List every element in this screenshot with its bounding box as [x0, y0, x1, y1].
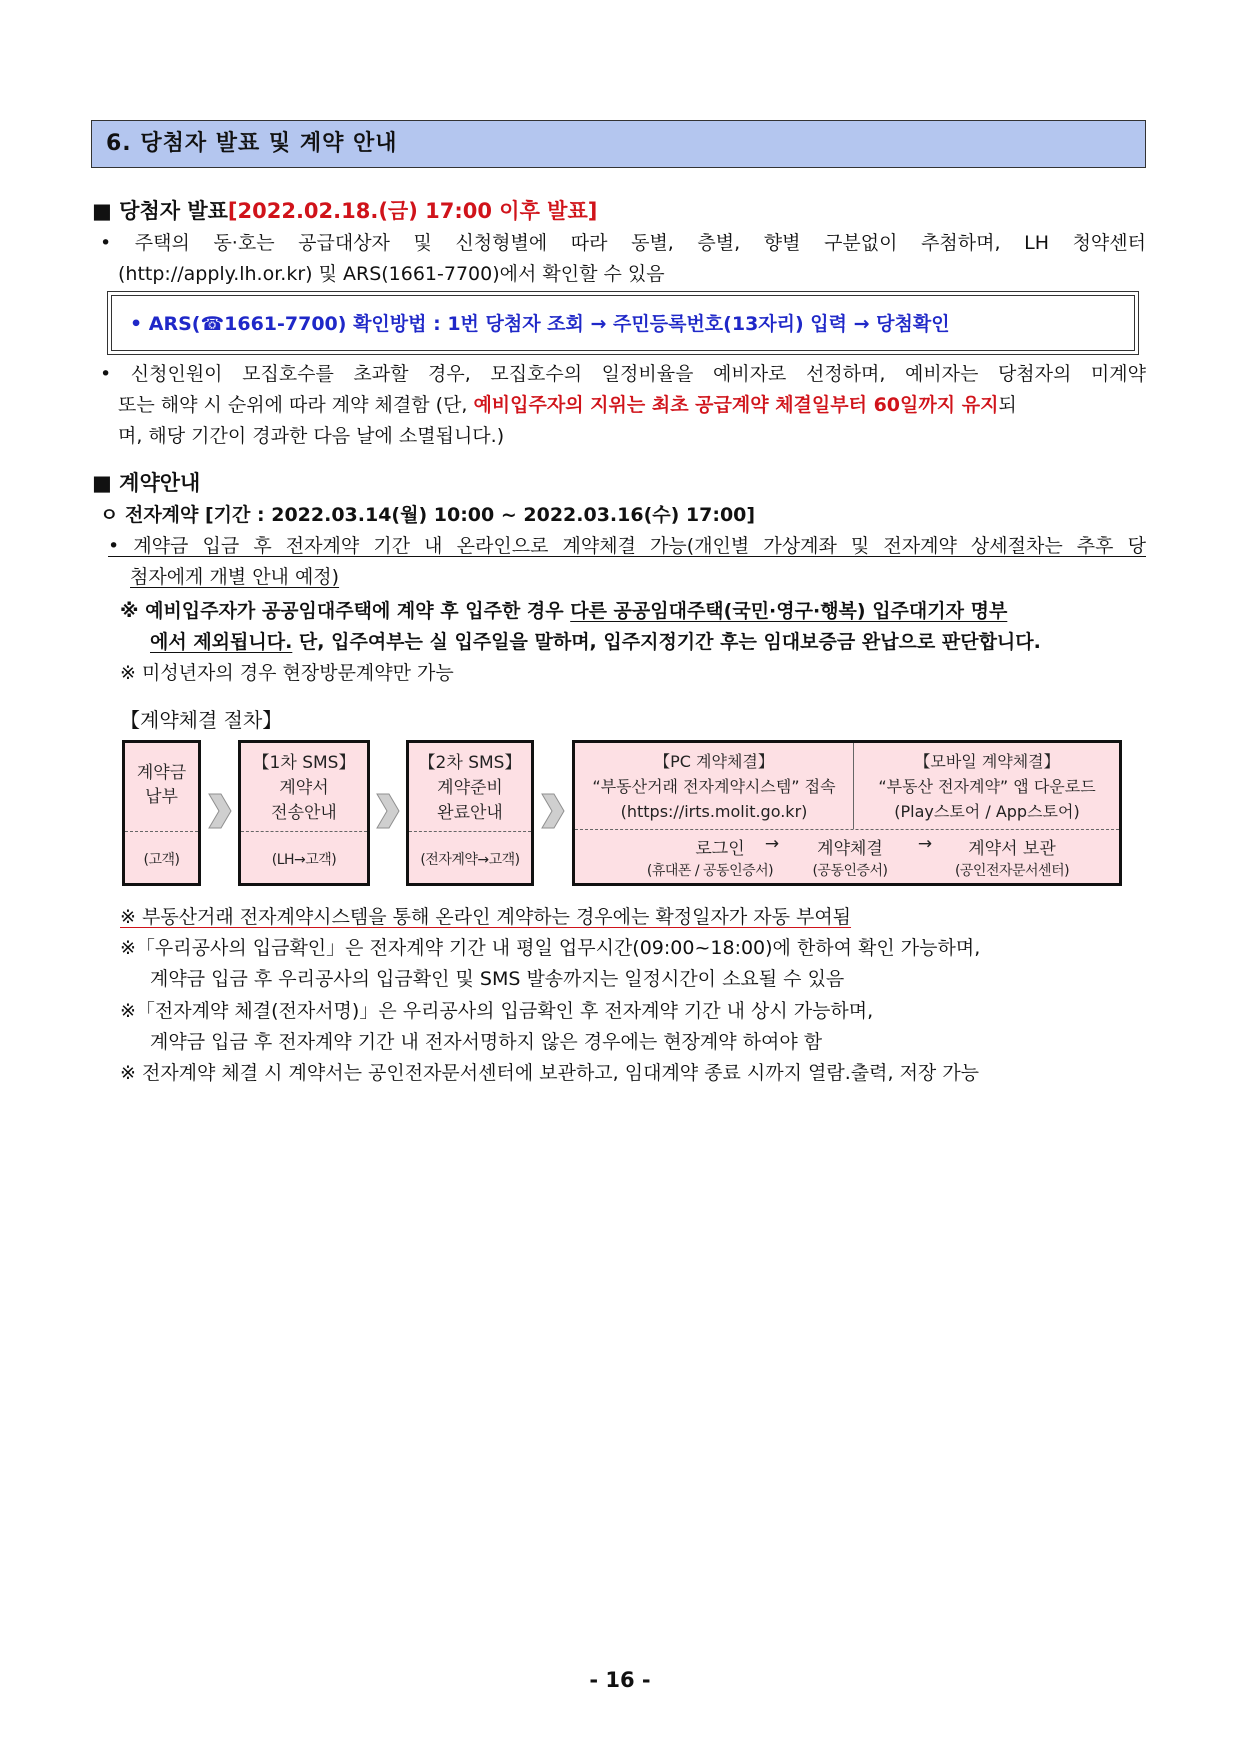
- note-auto-date-text: ※ 부동산거래 전자계약시스템을 통해 온라인 계약하는 경우에는 확정일자가 자동 부여됨: [120, 906, 852, 928]
- announce-heading: ■ 당첨자 발표: [92, 199, 228, 223]
- step-login-sub: (휴대폰 / 공동인증서): [646, 863, 774, 879]
- divider: [125, 831, 198, 832]
- bullet2-text-c: 되: [998, 394, 1017, 416]
- pc-line1: “부동산거래 전자계약시스템” 접속: [592, 777, 836, 796]
- deposit-line1: 계약금: [136, 763, 187, 783]
- flow-arrow-icon: [207, 788, 233, 834]
- divider: [575, 829, 1119, 830]
- note1-text-d: 단, 입주여부는 실 입주일을 말하며, 입주지정기간 후는 임대보증금 완납으로 판단합니다.: [292, 631, 1041, 653]
- second-sms-line2: 완료안내: [437, 803, 503, 823]
- note-document-storage: ※ 전자계약 체결 시 계약서는 공인전자문서센터에 보관하고, 임대계약 종료 시까지 열람.출력, 저장 가능: [120, 1062, 980, 1084]
- divider: [241, 831, 367, 832]
- step-arrow-1: →: [764, 834, 780, 854]
- announce-heading-line: [92, 198, 597, 224]
- contract-heading: ■ 계약안내: [92, 471, 201, 495]
- note-e-sign-line2: 계약금 입금 후 전자계약 기간 내 전자서명하지 않은 경우에는 현장계약 하여야 함: [150, 1031, 823, 1053]
- contract-bullet1-line1: • 계약금 입금 후 전자계약 기간 내 온라인으로 계약체결 가능(개인별 가상계좌 및 전자계약 상세절차는 추후 당: [108, 535, 1146, 557]
- page-number: - 16 -: [589, 1668, 651, 1692]
- announce-bullet1-line1: • 주택의 동·호는 공급대상자 및 신청형별에 따라 동별, 층별, 향별 구분없이 추첨하며, LH 청약센터: [100, 232, 1146, 254]
- divider: [409, 831, 531, 832]
- mobile-line1: “부동산 전자계약” 앱 다운로드: [878, 777, 1096, 796]
- announce-date: [2022.02.18.(금) 17:00 이후 발표]: [227, 199, 598, 223]
- announce-bullet2-line2: [118, 392, 1017, 418]
- note1-text-b: 다른 공공임대주택(국민·영구·행복) 입주대기자 명부: [570, 600, 1008, 622]
- flow-step-deposit: [122, 740, 201, 886]
- flow-title: 【계약체결 절차】: [120, 708, 283, 732]
- contract-note1-line2: [150, 629, 1041, 655]
- step-store-sub: (공인전자문서센터): [954, 863, 1070, 879]
- step-sign: 계약체결: [817, 839, 883, 859]
- step-arrow-2: →: [917, 834, 933, 854]
- ars-info-box: [111, 295, 1135, 351]
- ars-instructions: • ARS(☎1661-7700) 확인방법 : 1번 당첨자 조회 → 주민등록번호(13자리) 입력 → 당첨확인: [130, 313, 950, 335]
- flow-arrow-icon: [540, 788, 566, 834]
- mobile-signing: [855, 749, 1119, 824]
- step-sign-sub: (공동인증서): [812, 863, 888, 879]
- first-sms-line2: 전송안내: [271, 803, 337, 823]
- pc-signing: [575, 749, 853, 824]
- note1-text-c: 에서 제외됩니다.: [150, 631, 293, 653]
- step-login: 로그인: [695, 839, 745, 859]
- flow-step-contract-signing: [572, 740, 1122, 886]
- note-e-sign-line1: ※「전자계약 체결(전자서명)」은 우리공사의 입금확인 후 전자계약 기간 내 상시 가능하며,: [120, 1000, 874, 1022]
- second-sms-actor: (전자계약→고객): [420, 852, 520, 868]
- first-sms-actor: (LH→고객): [271, 852, 337, 868]
- announce-bullet2-line3: 며, 해당 기간이 경과한 다음 날에 소멸됩니다.): [118, 425, 505, 447]
- section-title: 6. 당첨자 발표 및 계약 안내: [91, 120, 1146, 168]
- deposit-actor: (고객): [143, 852, 180, 868]
- pc-url: (https://irts.molit.go.kr): [620, 802, 808, 821]
- flow-arrow-icon: [375, 788, 401, 834]
- vertical-divider: [853, 743, 854, 829]
- note-deposit-check-line2: 계약금 입금 후 우리공사의 입금확인 및 SMS 발송까지는 일정시간이 소요될 수 있음: [150, 968, 845, 990]
- mobile-line2: (Play스토어 / App스토어): [894, 802, 1080, 821]
- waitlist-validity-note: 예비입주자의 지위는 최초 공급계약 체결일부터 60일까지 유지: [473, 394, 999, 416]
- contract-period: ㅇ 전자계약 [기간 : 2022.03.14(월) 10:00 ~ 2022.03.16(수) 17:00]: [100, 504, 756, 526]
- first-sms-head: 【1차 SMS】: [252, 753, 356, 773]
- announce-bullet2-line1: • 신청인원이 모집호수를 초과할 경우, 모집호수의 일정비율을 예비자로 선정하며, 예비자는 당첨자의 미계약: [100, 363, 1146, 385]
- note-deposit-check-line1: ※「우리공사의 입금확인」은 전자계약 기간 내 평일 업무시간(09:00~18:00)에 한하여 확인 가능하며,: [120, 937, 981, 959]
- contract-note1-line1: [120, 598, 1007, 624]
- second-sms-line1: 계약준비: [437, 778, 503, 798]
- bullet2-text-a: 또는 해약 시 순위에 따라 계약 체결함 (단,: [118, 394, 474, 416]
- flow-step-first-sms: [238, 740, 370, 886]
- announce-bullet1-line2: (http://apply.lh.or.kr) 및 ARS(1661-7700)에서 확인할 수 있음: [118, 263, 665, 285]
- flow-step-second-sms: [406, 740, 534, 886]
- second-sms-head: 【2차 SMS】: [418, 753, 522, 773]
- note1-text-a: ※ 예비입주자가 공공임대주택에 계약 후 입주한 경우: [120, 600, 571, 622]
- contract-note2: ※ 미성년자의 경우 현장방문계약만 가능: [120, 662, 454, 684]
- pc-head: 【PC 계약체결】: [654, 752, 774, 771]
- note-auto-date: [120, 904, 851, 930]
- deposit-line2: 납부: [145, 787, 178, 807]
- contract-bullet1-line2: 첨자에게 개별 안내 예정): [130, 566, 340, 588]
- mobile-head: 【모바일 계약체결】: [914, 752, 1060, 771]
- first-sms-line1: 계약서: [279, 778, 329, 798]
- step-store: 계약서 보관: [968, 839, 1056, 859]
